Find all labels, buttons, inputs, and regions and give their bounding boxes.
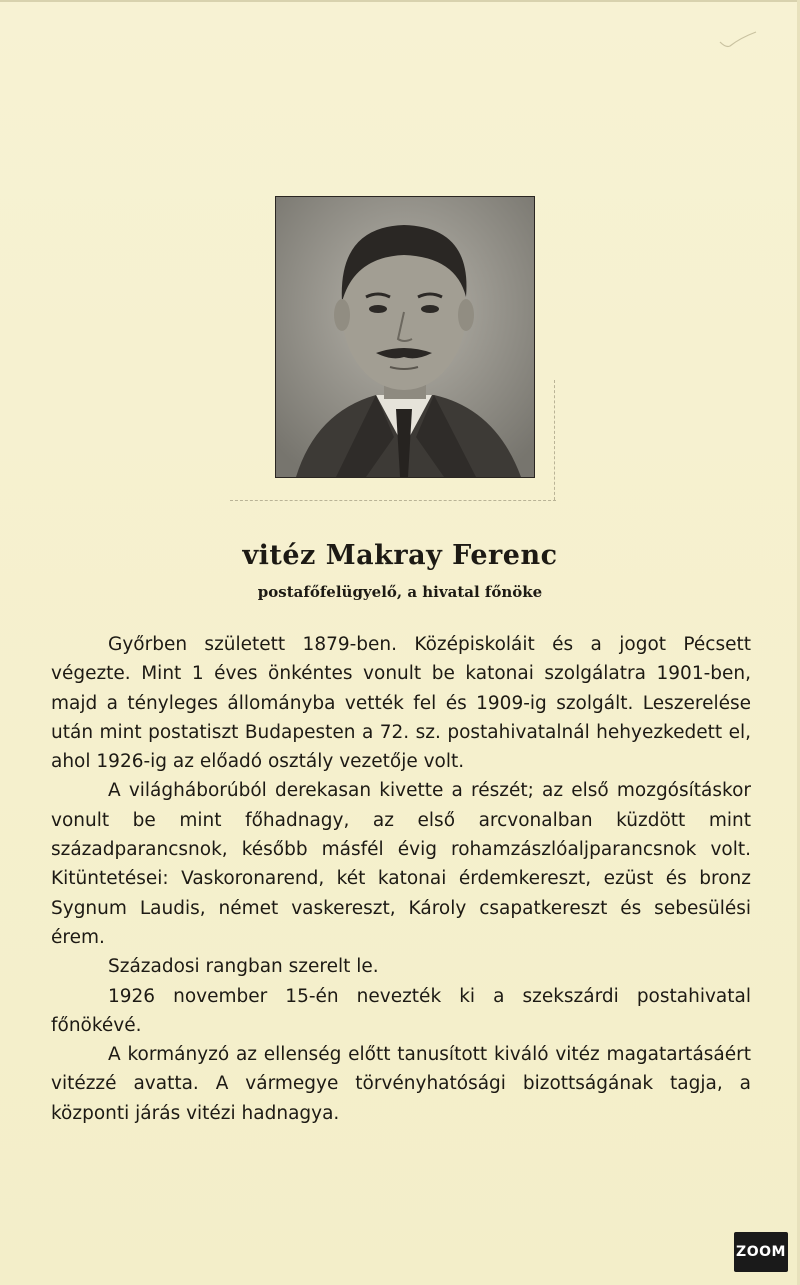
- paragraph: A kormányzó az ellenség előtt tanusított kiváló vitéz magatartásáért vitézzé avatta. A vármegye törvényhatósági bizottságának tagja, a központi járás vitézi hadnagya.: [51, 1044, 751, 1124]
- pencil-checkmark-icon: [718, 30, 758, 50]
- paragraph: Győrben született 1879-ben. Középiskoláit és a jogot Pécsett végezte. Mint 1 éves önkéntes vonult be katonai szolgálatra 1901-ben, majd a tényleges állományba vették fel és 1909-ig szolgált. Leszerelése után mint postatiszt Budapesten a 72. sz. postahivatalnál hehyezkedett el, ahol 1926-ig az előadó osztály vezetője volt.: [51, 634, 751, 773]
- paragraph: 1926 november 15-én nevezték ki a szekszárdi postahivatal főnökévé.: [51, 985, 751, 1036]
- photo-divider: [230, 500, 556, 502]
- photo-side-line: [554, 380, 556, 500]
- portrait-photo: [275, 196, 535, 478]
- top-edge: [0, 0, 800, 2]
- biography-text: [51, 630, 751, 1128]
- person-name: vitéz Makray Ferenc: [242, 540, 558, 571]
- zoom-logo: ZOOM: [734, 1232, 788, 1272]
- person-title: postafőfelügyelő, a hivatal főnöke: [257, 583, 543, 601]
- paragraph: A világháborúból derekasan kivette a részét; az első mozgósításkor vonult be mint főhadnagy, az első arcvonalban küzdött mint századparancsnok, később másfél évig rohamzászlóaljparancsnok volt. Kitüntetései: Vaskoronarend, két katonai érdemkereszt, ezüst és bronz Sygnum Laudis, német vaskereszt, Károly csapatkereszt és sebesülési érem.: [51, 780, 751, 948]
- portrait-photo-icon: [276, 197, 534, 477]
- paragraph: Századosi rangban szerelt le.: [108, 956, 379, 978]
